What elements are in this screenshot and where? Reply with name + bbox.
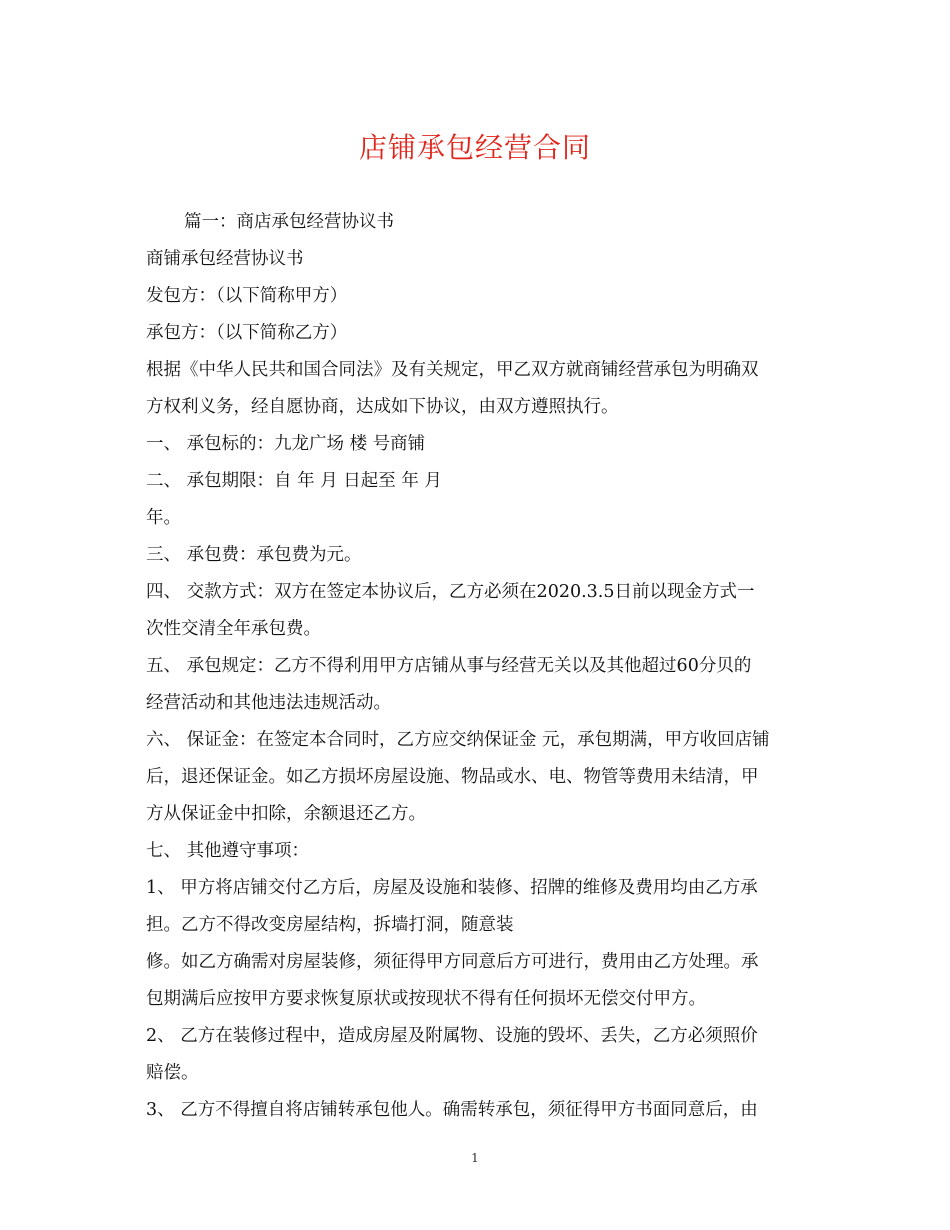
text-line: 方权利义务，经自愿协商，达成如下协议，由双方遵照执行。 [146,397,619,417]
text-line: 修。如乙方确需对房屋装修，须征得甲方同意后方可进行，费用由乙方处理。承 [146,952,759,972]
text-line: 赔偿。 [146,1063,199,1083]
text-line: 包期满后应按甲方要求恢复原状或按现状不得有任何损坏无偿交付甲方。 [146,989,706,1009]
text-line: 六、 保证金：在签定本合同时，乙方应交纳保证金 元，承包期满，甲方收回店铺 [146,730,770,750]
text-line: 五、 承包规定：乙方不得利用甲方店铺从事与经营无关以及其他超过60分贝的 [146,656,752,676]
section-heading: 篇一：商店承包经营协议书 [184,212,394,232]
text-line: 3、 乙方不得擅自将店铺转承包他人。确需转承包，须征得甲方书面同意后，由 [146,1100,758,1120]
text-line: 担。乙方不得改变房屋结构，拆墙打洞，随意装 [146,915,514,935]
text-line: 年。 [146,508,181,528]
text-line: 1、 甲方将店铺交付乙方后，房屋及设施和装修、招牌的维修及费用均由乙方承 [146,878,758,898]
text-line: 二、 承包期限：自 年 月 日起至 年 月 [146,471,442,491]
text-line: 四、 交款方式：双方在签定本协议后，乙方必须在2020.3.5日前以现金方式一 [146,582,755,602]
page-number: 1 [471,1151,479,1165]
text-line: 方从保证金中扣除，余额退还乙方。 [146,804,426,824]
text-line: 承包方：（以下简称乙方） [146,323,348,343]
text-line: 商铺承包经营协议书 [146,249,304,269]
text-line: 根据《中华人民共和国合同法》及有关规定，甲乙双方就商铺经营承包为明确双 [146,360,759,380]
document-title: 店铺承包经营合同 [358,131,591,164]
text-line: 一、 承包标的：九龙广场 楼 号商铺 [146,434,426,454]
text-line: 发包方：（以下简称甲方） [146,286,348,306]
text-line: 七、 其他遵守事项： [146,841,310,861]
text-line: 三、 承包费：承包费为元。 [146,545,362,565]
text-line: 经营活动和其他违法违规活动。 [146,693,391,713]
document-body [146,204,806,1129]
text-line: 次性交清全年承包费。 [146,619,321,639]
text-line: 后，退还保证金。如乙方损坏房屋设施、物品或水、电、物管等费用未结清，甲 [146,767,759,787]
text-line: 2、 乙方在装修过程中，造成房屋及附属物、设施的毁坏、丢失，乙方必须照价 [146,1026,758,1046]
